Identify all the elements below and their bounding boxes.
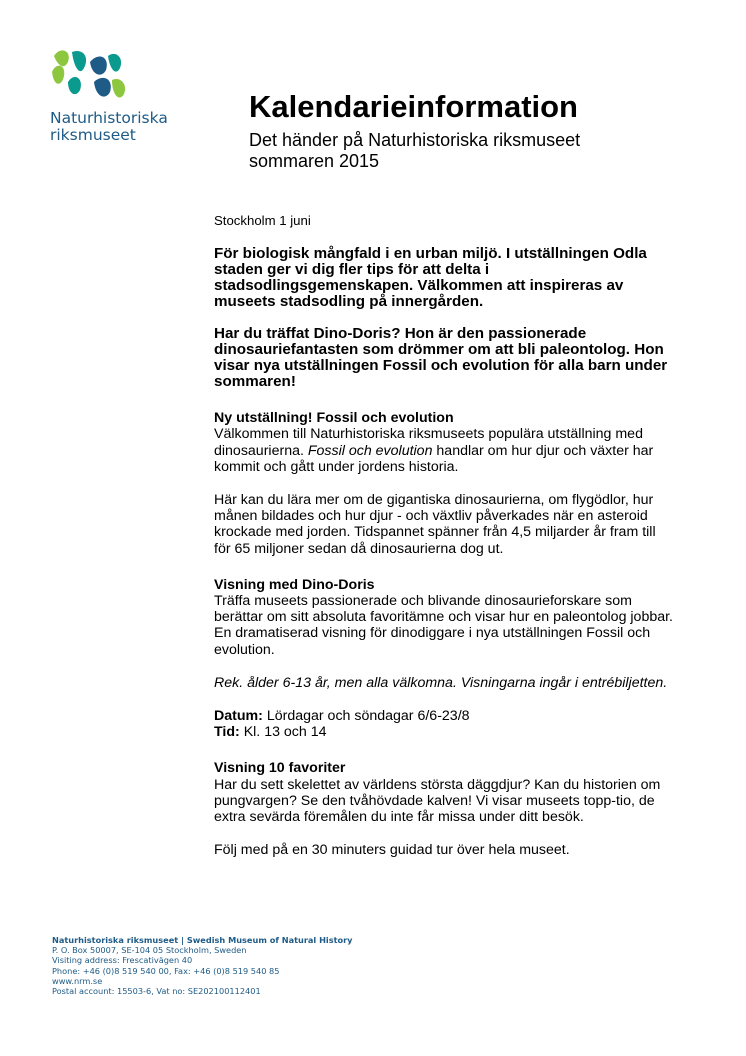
fossil-p1-italic: Fossil och evolution	[307, 442, 433, 459]
section-dino-paragraph-1: Träffa museets passionerade och blivande dinosaurieforskare som berättar om sitt absoluta favoritämne och visar hur en paleontolog jobbar. En dramatiserad visning för dinodiggare i nya utställningen Fossil och evolution.	[214, 593, 673, 658]
page-subtitle: Det händer på Naturhistoriska riksmuseet sommaren 2015	[249, 130, 581, 171]
time-value: Kl. 13 och 14	[239, 724, 327, 741]
section-fossil-paragraph-1	[214, 426, 674, 475]
document-body	[214, 213, 674, 858]
footer-org: Naturhistoriska riksmuseet | Swedish Museum of Natural History	[52, 935, 353, 945]
logo-line-1: Naturhistoriska	[50, 109, 168, 127]
section-dino-time	[214, 724, 674, 740]
section-favorites-title: Visning 10 favoriter	[214, 760, 346, 777]
section-dino-date	[214, 708, 674, 724]
date-value: Lördagar och söndagar 6/6-23/8	[262, 708, 470, 725]
section-favorites	[214, 760, 674, 858]
section-fossil-paragraph-2: Här kan du lära mer om de gigantiska dinosaurierna, om flygödlor, hur månen bildades och hur djur - och växtliv påverkades när en asteroid krockade med jorden. Tidspannet spänner från 4,5 miljarder år fram till för 65 miljoner sedan då dinosaurierna dog ut.	[214, 492, 656, 557]
dateline: Stockholm 1 juni	[214, 213, 311, 228]
document-header	[249, 88, 639, 172]
logo-line-2: riksmuseet	[50, 126, 136, 144]
footer	[52, 935, 353, 996]
time-label: Tid:	[214, 724, 240, 741]
footer-visiting: Visiting address: Frescativägen 40	[52, 955, 193, 966]
date-label: Datum:	[214, 708, 263, 725]
section-fossil	[214, 410, 674, 557]
section-favorites-paragraph-1: Har du sett skelettet av världens största däggdjur? Kan du historien om pungvargen? Se den tvåhövdade kalven! Vi visar museets topp-tio, de extra sevärda föremålen du inte får missa under ditt besök.	[214, 776, 661, 826]
footer-postal: Postal account: 15503-6, Vat no: SE202100112401	[52, 986, 261, 997]
page-title: Kalendarieinformation	[249, 89, 578, 124]
section-favorites-paragraph-2: Följ med på en 30 minuters guidad tur över hela museet.	[214, 842, 570, 859]
section-fossil-title: Ny utställning! Fossil och evolution	[214, 410, 454, 427]
museum-logo	[50, 48, 130, 104]
footer-address: P. O. Box 50007, SE-104 05 Stockholm, Sweden	[52, 945, 247, 956]
section-dino	[214, 577, 674, 741]
footer-phone: Phone: +46 (0)8 519 540 00, Fax: +46 (0)8 519 540 85	[52, 965, 280, 976]
fossil-p1-start: Välkommen till Naturhistoriska riksmuseets populära utställning med dinosaurierna.	[214, 426, 643, 459]
section-dino-title: Visning med Dino-Doris	[214, 576, 375, 593]
footer-web: www.nrm.se	[52, 975, 103, 986]
lead-paragraph-2: Har du träffat Dino-Doris? Hon är den passionerade dinosauriefantasten som drömmer om att bli paleontolog. Hon visar nya utställningen Fossil och evolution för alla barn under sommaren!	[214, 325, 668, 391]
fossil-p1-end: handlar om hur djur och växter har kommit och gått under jordens historia.	[214, 442, 654, 475]
section-dino-note: Rek. ålder 6-13 år, men alla välkomna. Visningarna ingår i entrébiljetten.	[214, 674, 668, 691]
logo-wordmark	[50, 110, 168, 144]
museum-logo-mark	[50, 48, 130, 104]
lead-paragraph-1: För biologisk mångfald i en urban miljö. I utställningen Odla staden ger vi dig fler tips för att delta i stadsodlingsgemenskapen. Välkommen att inspireras av museets stadsodling på innergården.	[214, 245, 647, 311]
